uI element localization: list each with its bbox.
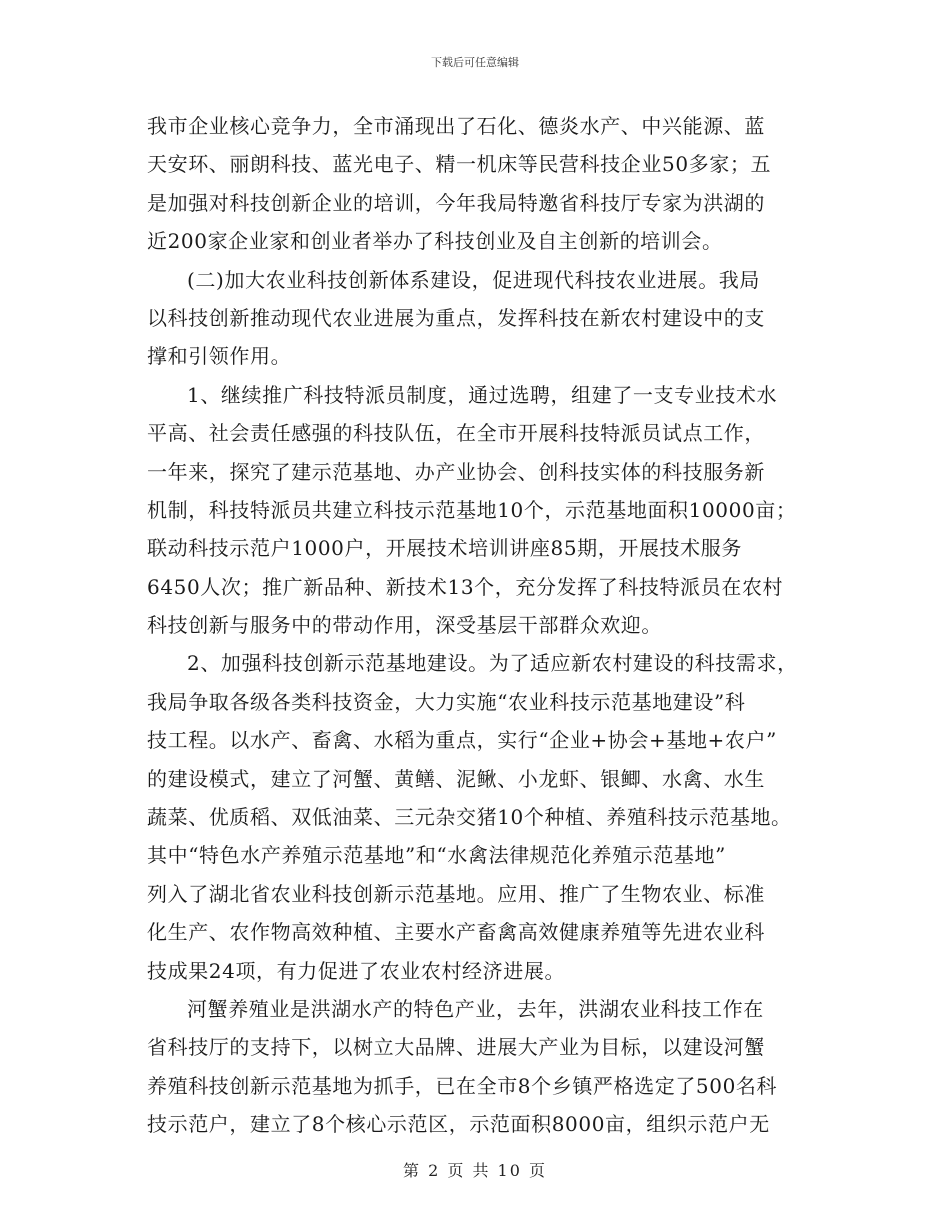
text-line: 省科技厅的支持下，以树立大品牌、进展大产业为目标，以建设河蟹 [147,1035,765,1060]
text-line: 平高、社会责任感强的科技队伍，在全市开展科技特派员试点工作， [147,421,765,446]
text-line: 其中“特色水产养殖示范基地”和“水禽法律规范化养殖示范基地” [147,843,726,868]
text-line: 6450人次；推广新品种、新技术13个，充分发挥了科技特派员在农村 [147,574,784,599]
text-line: 列入了湖北省农业科技创新示范基地。应用、推广了生物农业、标准 [147,881,765,906]
body-text [147,107,823,1144]
text-line: 河蟹养殖业是洪湖水产的特色产业，去年，洪湖农业科技工作在 [187,996,764,1021]
text-line: 机制，科技特派员共建立科技示范基地10个，示范基地面积10000亩； [147,497,797,522]
text-line: 是加强对科技创新企业的培训，今年我局特邀省科技厅专家为洪湖的 [147,190,765,215]
text-line: 天安环、丽朗科技、蓝光电子、精一机床等民营科技企业50多家；五 [147,152,772,177]
text-line: 我局争取各级各类科技资金，大力实施“农业科技示范基地建设”科 [147,689,746,714]
text-line: 科技创新与服务中的带动作用，深受基层干部群众欢迎。 [147,613,662,638]
text-line: 一年来，探究了建示范基地、办产业协会、创科技实体的科技服务新 [147,459,765,484]
text-line: 联动科技示范户1000户，开展技术培训讲座85期，开展技术服务 [147,536,742,561]
text-line: 技成果24项，有力促进了农业农村经济进展。 [147,958,566,983]
text-line: 蔬菜、优质稻、双低油菜、三元杂交猪10个种植、养殖科技示范基地。 [147,805,792,830]
text-line: 的建设模式，建立了河蟹、黄鳝、泥鳅、小龙虾、银鲫、水禽、水生 [147,766,765,791]
text-line: 养殖科技创新示范基地为抓手，已在全市8个乡镇严格选定了500名科 [147,1073,778,1098]
text-line: 化生产、农作物高效种植、主要水产畜禽高效健康养殖等先进农业科 [147,920,765,945]
text-line: 我市企业核心竞争力，全市涌现出了石化、德炎水产、中兴能源、蓝 [147,114,765,138]
page-header-note: 下载后可任意编辑 [431,56,519,69]
text-line: 技示范户，建立了8个核心示范区，示范面积8000亩，组织示范户无 [147,1112,770,1137]
text-line: 撑和引领作用。 [147,344,292,369]
text-line: 近200家企业家和创业者举办了科技创业及自主创新的培训会。 [147,229,723,254]
text-line: 2、加强科技创新示范基地建设。为了适应新农村建设的科技需求， [187,651,798,676]
text-line: (二)加大农业科技创新体系建设，促进现代科技农业进展。我局 [187,267,761,292]
page-number: 第 2 页 共 10 页 [403,1161,547,1180]
text-line: 1、继续推广科技特派员制度，通过选聘，组建了一支专业技术水 [187,382,778,407]
text-line: 以科技创新推动现代农业进展为重点，发挥科技在新农村建设中的支 [147,305,765,330]
text-line: 技工程。以水产、畜禽、水稻为重点，实行“企业+协会+基地+农户” [147,728,777,753]
